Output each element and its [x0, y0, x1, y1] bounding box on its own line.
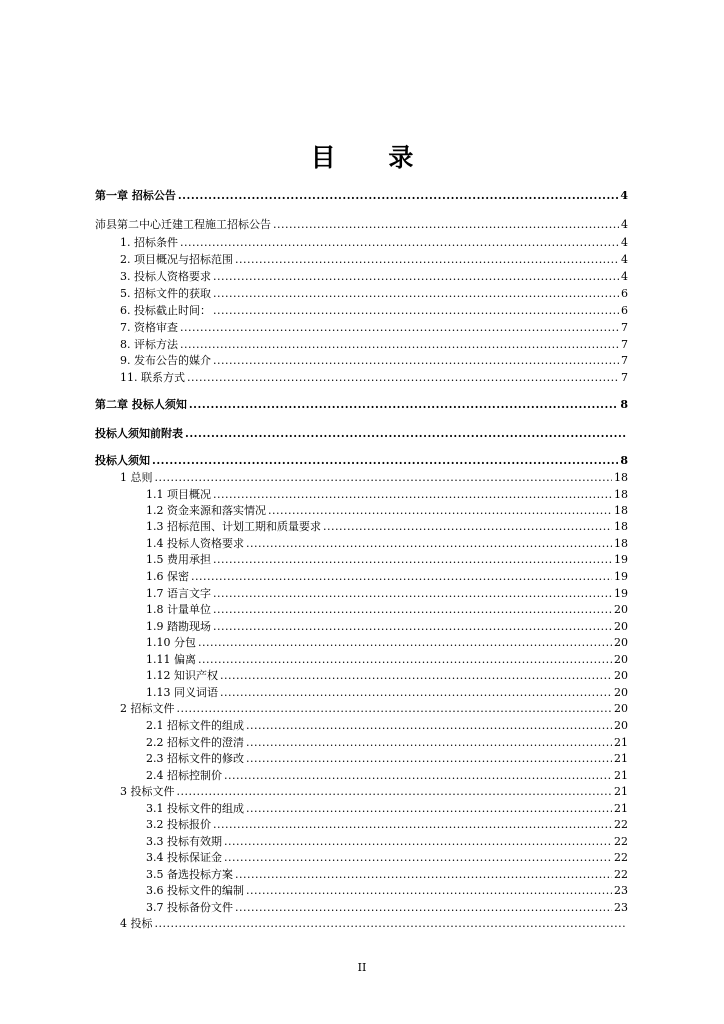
toc-entry-label: 2.2 招标文件的澄清 [146, 736, 244, 749]
toc-entry[interactable] [0, 370, 724, 386]
toc-leader-dots [187, 370, 619, 386]
toc-leader-dots [235, 867, 612, 883]
toc-entry-label: 2.3 招标文件的修改 [146, 752, 244, 765]
toc-leader-dots [177, 701, 613, 717]
toc-entry-label: 1.7 语言文字 [146, 587, 211, 600]
toc-entry[interactable] [0, 586, 724, 602]
toc-entry-page: 22 [614, 835, 628, 848]
toc-entry-page: 22 [614, 818, 628, 831]
toc-entry-label: 8. 评标方法 [120, 338, 178, 351]
toc-entry-page: 8 [620, 454, 628, 467]
toc-leader-dots [180, 320, 619, 336]
toc-entry-page: 7 [621, 338, 628, 351]
toc-leader-dots [273, 217, 619, 233]
toc-entry[interactable] [0, 552, 724, 568]
toc-entry-page: 21 [614, 785, 628, 798]
toc-leader-dots [213, 817, 612, 833]
toc-leader-dots [213, 353, 619, 369]
toc-leader-dots [220, 668, 612, 684]
toc-leader-dots [246, 883, 612, 899]
toc-leader-dots [198, 652, 612, 668]
toc-entry-label: 11. 联系方式 [120, 371, 185, 384]
toc-entry-label: 2.1 招标文件的组成 [146, 719, 244, 732]
toc-entry-page: 8 [620, 398, 628, 411]
toc-entry-label: 5. 招标文件的获取 [120, 287, 211, 300]
toc-entry-label: 1.9 踏勘现场 [146, 620, 211, 633]
toc-entry-label: 1.11 偏离 [146, 653, 196, 666]
toc-entry-page: 20 [614, 653, 628, 666]
toc-leader-dots [155, 916, 627, 932]
toc-entry[interactable] [0, 635, 724, 651]
toc-leader-dots [268, 503, 612, 519]
toc-entry-label: 投标人须知前附表 [95, 427, 183, 440]
toc-leader-dots [246, 801, 612, 817]
toc-entry-label: 1. 招标条件 [120, 236, 178, 249]
toc-leader-dots [213, 286, 619, 302]
toc-entry[interactable] [0, 685, 724, 701]
toc-entry[interactable] [0, 569, 724, 585]
toc-entry[interactable] [0, 188, 724, 204]
toc-entry-page: 4 [621, 236, 628, 249]
toc-entry[interactable] [0, 217, 724, 233]
toc-entry-page: 4 [621, 218, 628, 231]
toc-entry-label: 6. 投标截止时间： [120, 304, 211, 317]
toc-entry-label: 3.2 投标报价 [146, 818, 211, 831]
toc-leader-dots [213, 269, 619, 285]
toc-entry-page: 19 [614, 570, 628, 583]
page-title: 目 录 [310, 143, 436, 172]
toc-leader-dots [323, 519, 612, 535]
toc-leader-dots [213, 586, 612, 602]
toc-entry-label: 第一章 招标公告 [95, 189, 176, 202]
toc-leader-dots [213, 552, 612, 568]
toc-entry-label: 沛县第二中心迁建工程施工招标公告 [95, 218, 271, 231]
toc-leader-dots [224, 850, 612, 866]
toc-entry[interactable] [0, 850, 724, 866]
toc-entry-label: 1.12 知识产权 [146, 669, 218, 682]
toc-entry-label: 4 投标 [120, 917, 153, 930]
toc-entry-label: 1.2 资金来源和落实情况 [146, 504, 266, 517]
toc-entry-page: 20 [614, 719, 628, 732]
toc-entry-label: 1.13 同义词语 [146, 686, 218, 699]
toc-entry-page: 6 [621, 287, 628, 300]
toc-leader-dots [180, 337, 619, 353]
toc-leader-dots [189, 397, 619, 413]
toc-leader-dots [246, 735, 612, 751]
toc-entry[interactable] [0, 718, 724, 734]
toc-entry[interactable] [0, 916, 724, 932]
toc-leader-dots [177, 784, 613, 800]
toc-entry-page: 23 [614, 884, 628, 897]
toc-entry-label: 9. 发布公告的媒介 [120, 354, 211, 367]
toc-entry-label: 2 招标文件 [120, 702, 175, 715]
toc-entry-label: 1.4 投标人资格要求 [146, 537, 244, 550]
toc-entry-label: 3.5 备选投标方案 [146, 868, 233, 881]
toc-entry-label: 2. 项目概况与招标范围 [120, 253, 233, 266]
toc-entry-label: 3.6 投标文件的编制 [146, 884, 244, 897]
toc-leader-dots [213, 619, 612, 635]
toc-entry-label: 1.10 分包 [146, 636, 196, 649]
toc-entry-page: 18 [614, 471, 628, 484]
toc-entry-page: 23 [614, 901, 628, 914]
toc-leader-dots [191, 569, 612, 585]
toc-entry-page: 18 [614, 520, 628, 533]
toc-entry[interactable] [0, 320, 724, 336]
toc-entry-page: 20 [614, 702, 628, 715]
toc-entry-page: 7 [621, 354, 628, 367]
toc-entry[interactable] [0, 735, 724, 751]
toc-entry-label: 2.4 招标控制价 [146, 769, 222, 782]
toc-entry-page: 4 [620, 189, 628, 202]
toc-entry[interactable] [0, 817, 724, 833]
toc-entry-label: 3.3 投标有效期 [146, 835, 222, 848]
toc-entry[interactable] [0, 652, 724, 668]
toc-entry-page: 21 [614, 769, 628, 782]
toc-entry-page: 4 [621, 270, 628, 283]
toc-entry[interactable] [0, 269, 724, 285]
toc-entry-page: 18 [614, 488, 628, 501]
toc-entry[interactable] [0, 426, 724, 442]
toc-leader-dots [224, 768, 612, 784]
toc-entry-page: 20 [614, 669, 628, 682]
toc-entry[interactable] [0, 751, 724, 767]
toc-entry-page: 21 [614, 736, 628, 749]
toc-entry-page: 18 [614, 504, 628, 517]
toc-leader-dots [246, 536, 612, 552]
toc-entry[interactable] [0, 701, 724, 717]
toc-entry[interactable] [0, 619, 724, 635]
toc-entry-label: 1.8 计量单位 [146, 603, 211, 616]
toc-entry-label: 3 投标文件 [120, 785, 175, 798]
toc-entry-label: 3.4 投标保证金 [146, 851, 222, 864]
toc-entry-page: 4 [621, 253, 628, 266]
toc-entry-label: 投标人须知 [95, 454, 150, 467]
toc-entry[interactable] [0, 353, 724, 369]
toc-entry-page: 19 [614, 587, 628, 600]
toc-leader-dots [235, 900, 612, 916]
toc-leader-dots [213, 303, 619, 319]
page-number: II [357, 961, 367, 974]
toc-entry-label: 1.5 费用承担 [146, 553, 211, 566]
toc-leader-dots [152, 453, 618, 469]
toc-entry[interactable] [0, 668, 724, 684]
toc-entry[interactable] [0, 900, 724, 916]
toc-entry-page: 21 [614, 752, 628, 765]
toc-entry[interactable] [0, 337, 724, 353]
toc-entry-label: 1.1 项目概况 [146, 488, 211, 501]
toc-leader-dots [220, 685, 612, 701]
toc-entry-page: 20 [614, 603, 628, 616]
toc-entry-page: 19 [614, 553, 628, 566]
toc-leader-dots [235, 252, 619, 268]
toc-leader-dots [155, 470, 613, 486]
toc-entry-label: 1.6 保密 [146, 570, 189, 583]
toc-entry[interactable] [0, 397, 724, 413]
toc-entry[interactable] [0, 602, 724, 618]
toc-entry[interactable] [0, 883, 724, 899]
toc-leader-dots [224, 834, 612, 850]
toc-entry-page: 21 [614, 802, 628, 815]
toc-entry[interactable] [0, 470, 724, 486]
toc-entry[interactable] [0, 867, 724, 883]
toc-leader-dots [178, 188, 619, 204]
toc-entry[interactable] [0, 303, 724, 319]
toc-leader-dots [246, 718, 612, 734]
toc-entry[interactable] [0, 453, 724, 469]
toc-leader-dots [213, 487, 612, 503]
toc-leader-dots [180, 235, 619, 251]
toc-entry-page: 7 [621, 321, 628, 334]
toc-entry-label: 3. 投标人资格要求 [120, 270, 211, 283]
toc-entry-page: 6 [621, 304, 628, 317]
toc-entry-page: 22 [614, 851, 628, 864]
toc-entry-page: 20 [614, 636, 628, 649]
toc-entry-label: 1.3 招标范围、计划工期和质量要求 [146, 520, 321, 533]
toc-entry[interactable] [0, 519, 724, 535]
toc-entry-page: 7 [621, 371, 628, 384]
toc-entry[interactable] [0, 252, 724, 268]
toc-entry[interactable] [0, 503, 724, 519]
toc-entry-label: 1 总则 [120, 471, 153, 484]
toc-entry-label: 3.1 投标文件的组成 [146, 802, 244, 815]
toc-entry[interactable] [0, 286, 724, 302]
toc-entry[interactable] [0, 487, 724, 503]
toc-entry-page: 22 [614, 868, 628, 881]
toc-entry[interactable] [0, 784, 724, 800]
toc-entry-page: 18 [614, 537, 628, 550]
toc-leader-dots [198, 635, 612, 651]
toc-entry-page: 20 [614, 620, 628, 633]
toc-leader-dots [246, 751, 612, 767]
toc-entry-label: 第二章 投标人须知 [95, 398, 187, 411]
toc-entry[interactable] [0, 834, 724, 850]
toc-entry[interactable] [0, 536, 724, 552]
toc-entry[interactable] [0, 801, 724, 817]
toc-leader-dots [213, 602, 612, 618]
toc-entry[interactable] [0, 768, 724, 784]
toc-entry[interactable] [0, 235, 724, 251]
toc-entry-page: 20 [614, 686, 628, 699]
toc-leader-dots [185, 426, 626, 442]
toc-entry-label: 3.7 投标备份文件 [146, 901, 233, 914]
toc-entry-label: 7. 资格审查 [120, 321, 178, 334]
